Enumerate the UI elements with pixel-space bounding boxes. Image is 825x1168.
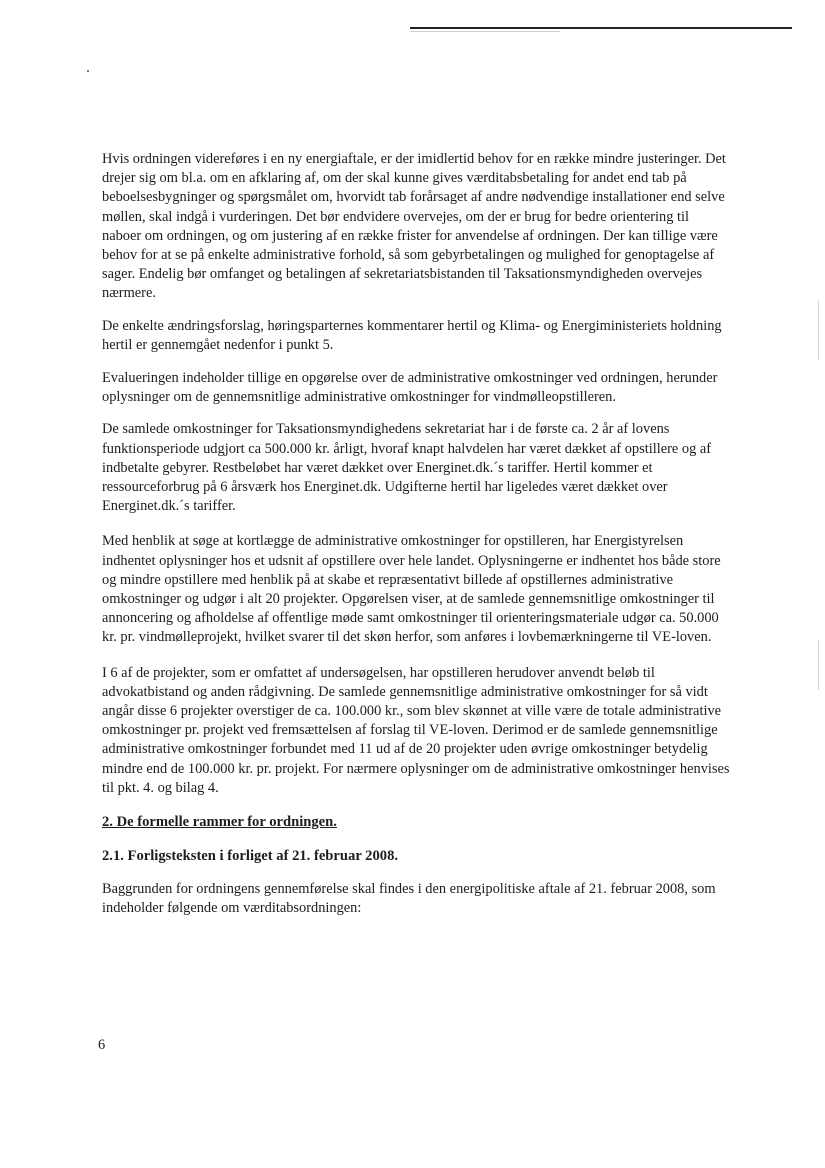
subsection-heading: 2.1. Forligsteksten i forliget af 21. februar 2008. [102,848,399,865]
paragraph: I 6 af de projekter, som er omfattet af undersøgelsen, har opstilleren herudover anvendt beløb til advokatbistand og anden rådgivning. De samlede gennemsnitlige administrative omkostninger for så vidt angår disse 6 projekter overstiger de ca. 100.000 kr., som blev skønnet at ville være de totale administrative omkostninger pr. projekt ved fremsættelsen af forslag til VE-loven. Derimod er de samlede gennemsnitlige administrative omkostninger forbundet med 11 ud af de 20 projekter uden øvrige omkostninger betydelig mindre end de 100.000 kr. pr. projekt. For nærmere oplysninger om de administrative omkostninger henvises til pkt. 4. og bilag 4. [102,664,730,796]
header-rule [410,27,792,29]
paragraph: De samlede omkostninger for Taksationsmyndighedens sekretariat har i de første ca. 2 år af lovens funktionsperiode udgjort ca 500.000 kr. årligt, hvoraf knapt halvdelen har været dækket af opstillere og af indbetalte gebyrer. Restbeløbet har været dækket over Energinet.dk.´s tariffer. Hertil kommer et ressourceforbrug på 6 årsværk hos Energinet.dk. Udgifterne hertil har ligeledes været dækket over Energinet.dk.´s tariffer. [102,421,712,515]
paragraph: Hvis ordningen videreføres i en ny energiaftale, er der imidlertid behov for en række mindre justeringer. Det drejer sig om bl.a. om en afklaring af, om der skal kunne gives værditabsbetaling for andet end tab på beboelsesbygninger og spørgsmålet om, hvorvidt tab forårsaget af andre nødvendige installationer end selve møllen, skal indgå i vurderingen. Det bør endvidere overvejes, om der er brug for bedre orientering til naboer om ordningen, og om justering af en række frister for anvendelse af ordningen. Der kan tillige være behov for at se på enkelte administrative forhold, så som gebyrbetalingen og mulighed for genoptagelse af sager. Endelig bør omfanget og betalingen af sekretariatsbistanden til Taksationsmyndigheden overvejes nærmere. [102,151,726,302]
section-heading: 2. De formelle rammer for ordningen. [102,814,337,831]
scan-speck [87,70,89,72]
paragraph: Med henblik at søge at kortlægge de administrative omkostninger for opstilleren, har Energistyrelsen indhentet oplysninger hos et udsnit af opstillere over hele landet. Oplysningerne er indhentet hos både store og mindre opstillere med henblik på at skabe et repræsentativt billede af opstillernes administrative omkostninger og udgør i alt 20 projekter. Opgørelsen viser, at de samlede gennemsnitlige omkostninger til annoncering og afholdelse af offentlige møde samt omkostninger til orienteringsmateriale udgør ca. 50.000 kr. pr. vindmølleprojekt, hvilket svarer til det skøn herfor, som anføres i lovbemærkningerne til VE-loven. [102,533,721,646]
page-number: 6 [98,1037,106,1053]
scan-margin-mark [818,640,819,690]
paragraph: De enkelte ændringsforslag, høringsparternes kommentarer hertil og Klima- og Energiministeriets holdning hertil er gennemgået nedenfor i punkt 5. [102,317,722,353]
scan-margin-mark [818,300,819,360]
header-rule-shadow [410,31,560,32]
paragraph: Baggrunden for ordningens gennemførelse skal findes i den energipolitiske aftale af 21. februar 2008, som indeholder følgende om værditabsordningen: [102,881,716,917]
document-body [102,150,730,919]
paragraph: Evalueringen indeholder tillige en opgørelse over de administrative omkostninger ved ordningen, herunder oplysninger om de gennemsnitlige administrative omkostninger for vindmølleopstilleren. [102,370,718,406]
